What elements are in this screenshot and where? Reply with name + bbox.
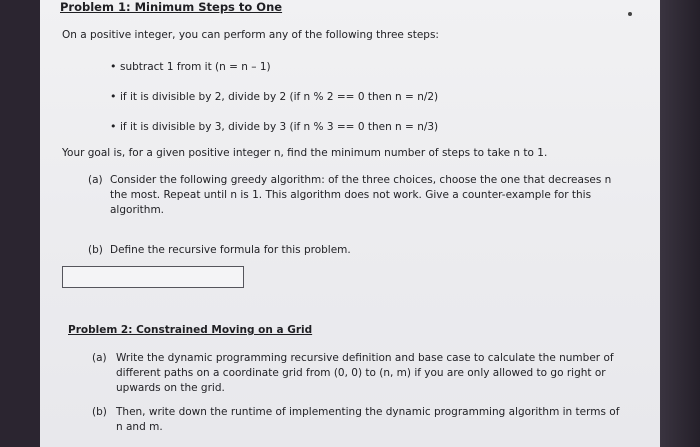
p2-part-b-line: Then, write down the runtime of implementing the dynamic programming algorithm in terms of [116, 406, 620, 418]
part-b-label: (b) [88, 244, 103, 256]
problem1-title: Problem 1: Minimum Steps to One [60, 0, 283, 14]
p2-part-a-line: Write the dynamic programming recursive definition and base case to calculate the number of [116, 352, 614, 364]
page-dot [628, 12, 632, 16]
problem1-goal: Your goal is, for a given positive integer n, find the minimum number of steps to take n to 1. [62, 147, 548, 159]
step-1: subtract 1 from it (n = n – 1) [120, 61, 271, 73]
p2-part-b-label: (b) [92, 406, 107, 418]
p2-part-a-label: (a) [92, 352, 107, 364]
part-a-label: (a) [88, 174, 103, 186]
p2-part-a-line: different paths on a coordinate grid from (0, 0) to (n, m) if you are only allowed to go right or [116, 367, 606, 379]
step-2: if it is divisible by 2, divide by 2 (if n % 2 == 0 then n = n/2) [120, 91, 439, 103]
p2-part-b-line: n and m. [116, 421, 163, 433]
document-page [40, 0, 660, 447]
bullet-icon: • [110, 60, 117, 73]
bullet-icon: • [110, 120, 117, 133]
problem2-title: Problem 2: Constrained Moving on a Grid [68, 324, 313, 336]
step-3: if it is divisible by 3, divide by 3 (if n % 3 == 0 then n = n/3) [120, 121, 439, 133]
part-b-text: Define the recursive formula for this problem. [110, 244, 351, 256]
part-a-line: the most. Repeat until n is 1. This algorithm does not work. Give a counter-example for this [110, 189, 592, 201]
part-a-line: algorithm. [110, 204, 165, 216]
p2-part-a-line: upwards on the grid. [116, 382, 225, 394]
bullet-icon: • [110, 90, 117, 103]
background-edge [660, 0, 700, 447]
answer-box[interactable] [62, 266, 244, 288]
part-a-line: Consider the following greedy algorithm: of the three choices, choose the one that decreases n [110, 174, 612, 186]
problem1-intro: On a positive integer, you can perform any of the following three steps: [62, 29, 439, 41]
